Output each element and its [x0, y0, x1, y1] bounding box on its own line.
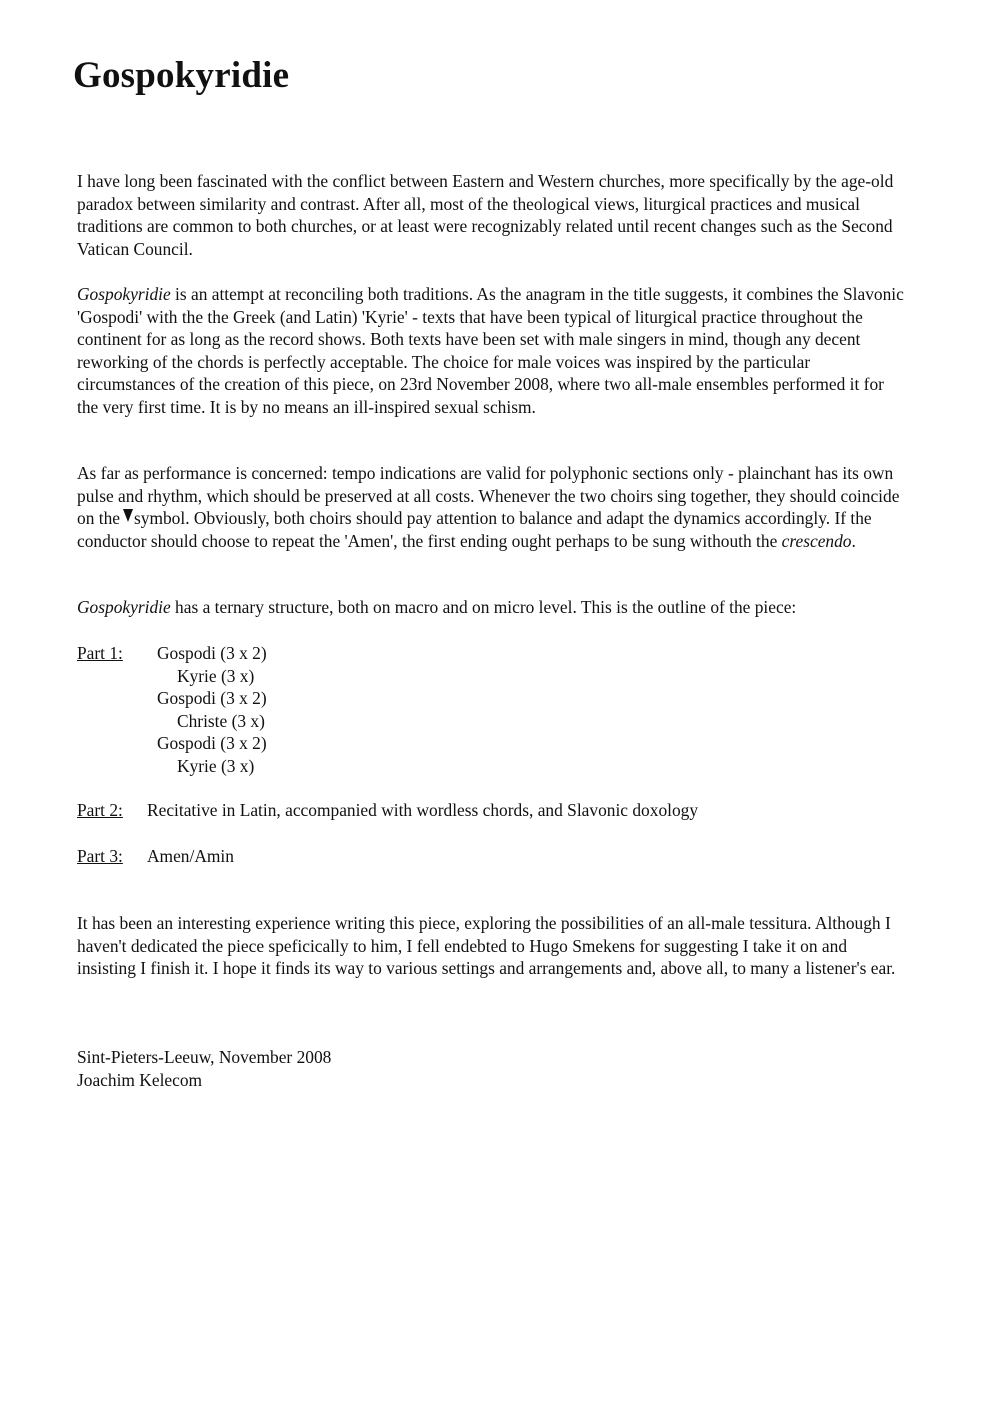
outline-part-2	[77, 799, 907, 822]
outline-line: Gospodi (3 x 2)	[157, 643, 267, 663]
outline-line: Christe (3 x)	[177, 710, 265, 731]
work-title-italic: Gospokyridie	[77, 284, 171, 304]
structure-paragraph	[77, 596, 907, 619]
outline-line: Kyrie (3 x)	[177, 665, 255, 686]
structure-text: has a ternary structure, both on macro and on micro level. This is the outline of the piece:	[170, 597, 797, 617]
part-2-label: Part 2:	[77, 800, 123, 820]
outline-row	[77, 665, 907, 688]
performance-paragraph	[77, 462, 907, 552]
outline-row	[77, 845, 907, 868]
closing-paragraph: It has been an interesting experience writing this piece, exploring the possibilities of an all-male tessitura. Although I haven't dedicated the piece speficically to him, I fell endebted to Hugo Smekens for suggesting I take it on and insisting I finish it. I hope it finds its way to various settings and arrangements and, above all, to many a listener's ear.	[77, 913, 896, 979]
performance-text-b: symbol. Obviously, both choirs should pay attention to balance and adapt the dynamics accordingly. If the conductor should choose to repeat the 'Amen', the first ending ought perhaps to be sung withouth the	[77, 508, 872, 551]
crescendo-italic: crescendo	[781, 530, 852, 551]
document-title: Gospokyridie	[73, 55, 290, 96]
part-1-label: Part 1:	[77, 643, 123, 663]
down-triangle-marker-icon	[123, 509, 133, 522]
place-date: Sint-Pieters-Leeuw, November 2008	[77, 1047, 332, 1067]
intro-paragraph: I have long been fascinated with the conflict between Eastern and Western churches, more specifically by the age-old paradox between similarity and contrast. After all, most of the theological views, liturgical practices and musical traditions are common to both churches, or at least were recognizably related until recent changes such as the Second Vatican Council.	[77, 171, 894, 259]
outline-line: Gospodi (3 x 2)	[157, 688, 267, 709]
outline-part-3	[77, 845, 907, 868]
outline-row	[77, 642, 907, 665]
outline-row	[77, 710, 907, 733]
outline-part-1	[77, 642, 907, 778]
performance-text-a: As far as performance is concerned: tempo indications are valid for polyphonic sections only - plainchant has its own pulse and rhythm, which should be preserved at all costs. Whenever the two choirs sing together, they should coincide on the	[77, 463, 900, 529]
author-name: Joachim Kelecom	[77, 1069, 203, 1090]
performance-text-end: .	[851, 530, 856, 551]
part-3-description: Amen/Amin	[147, 846, 234, 866]
outline-line: Kyrie (3 x)	[177, 755, 255, 776]
outline-row	[77, 732, 907, 755]
outline-row	[77, 687, 907, 710]
outline-row	[77, 755, 907, 778]
concept-text: is an attempt at reconciling both traditions. As the anagram in the title suggests, it combines the Slavonic 'Gospodi' with the the Greek (and Latin) 'Kyrie' - texts that have been typical of liturgical practice throughout the continent for as long as the record shows. Both texts have been set with male singers in mind, though any decent reworking of the chords is perfectly acceptable. The choice for male voices was inspired by the particular circumstances of the creation of this piece, on 23rd November 2008, where two all-male ensembles performed it for the very first time. It is by no means an ill-inspired sexual schism.	[77, 284, 904, 417]
part-2-description: Recitative in Latin, accompanied with wordless chords, and Slavonic doxology	[147, 800, 699, 820]
concept-paragraph	[77, 283, 907, 419]
work-title-italic: Gospokyridie	[77, 597, 171, 617]
outline-row	[77, 799, 907, 822]
signature-block	[77, 1046, 907, 1091]
outline-line: Gospodi (3 x 2)	[157, 733, 267, 754]
part-3-label: Part 3:	[77, 846, 123, 866]
